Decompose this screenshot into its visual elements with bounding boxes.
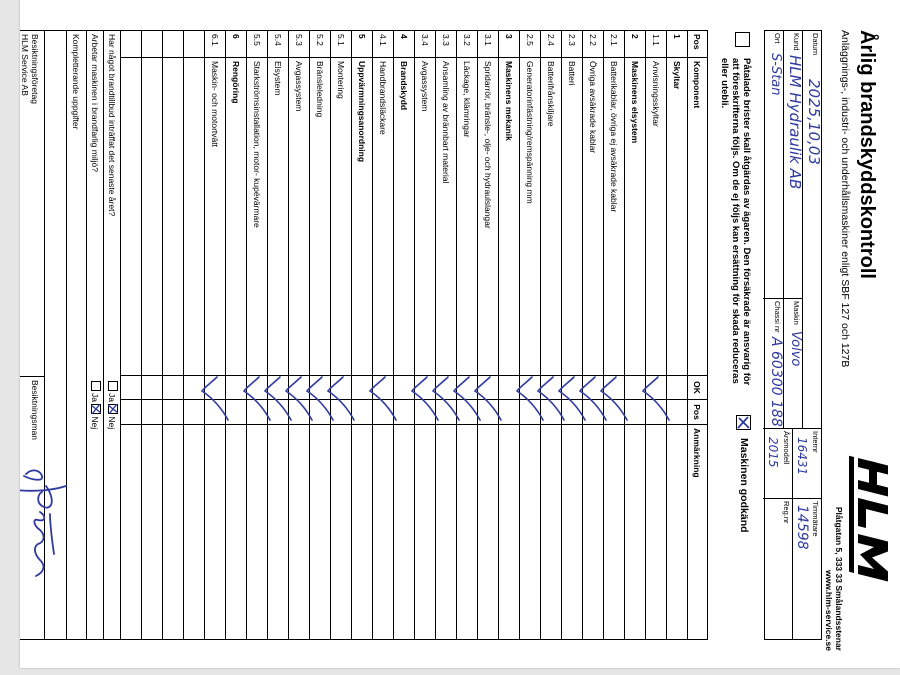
row-komponent: Handbrandsläckare <box>373 58 393 376</box>
row-komponent: Batterikablar, övriga ej avsäkrade kablar <box>604 58 624 376</box>
nej-checkbox[interactable] <box>91 404 101 414</box>
row-pos: 2 <box>625 31 645 58</box>
row-pos: 3 <box>499 31 519 58</box>
notice-section <box>715 30 755 640</box>
maskin-field: Maskin Volvo <box>783 299 802 429</box>
row-pos: 2.4 <box>541 31 561 58</box>
table-row <box>540 31 561 640</box>
approved-checkbox[interactable] <box>736 415 751 430</box>
form-title: Årlig brandskyddskontroll <box>856 30 878 279</box>
row-anmarkning-cell[interactable] <box>247 425 267 640</box>
row-komponent: Rengöring <box>226 58 246 376</box>
row-komponent: Maskin- och motortvätt <box>205 58 225 376</box>
internr-field: Internr 16431 <box>792 429 821 499</box>
row-pos: 5 <box>352 31 372 58</box>
row-anmarkning-cell[interactable] <box>352 425 372 640</box>
kund-value: HLM Hydraulik AB <box>786 55 804 190</box>
table-row <box>582 31 603 640</box>
row-komponent: Maskinens mekanik <box>499 58 519 376</box>
table-section-row <box>351 31 372 640</box>
table-row-empty <box>141 31 162 640</box>
table-row-empty <box>120 31 141 640</box>
row-pos: 5.3 <box>289 31 309 58</box>
maskin-value: Volvo <box>788 331 803 367</box>
row-anmarkning-cell[interactable] <box>394 425 414 640</box>
row-anmarkning-cell[interactable] <box>457 425 477 640</box>
arsmodell-field: Årsmodell 2015 <box>763 429 792 499</box>
row-anmarkning-cell[interactable] <box>541 425 561 640</box>
datum-value: 2025,10,03 <box>805 79 823 165</box>
row-anmarkning-cell[interactable] <box>415 425 435 640</box>
row-komponent: Skyltar <box>667 58 687 376</box>
table-row <box>267 31 288 640</box>
row-komponent: Anvisningsskyltar <box>646 58 666 376</box>
table-row <box>645 31 666 640</box>
row-pos: 4.1 <box>373 31 393 58</box>
row-ok-cell[interactable] <box>520 376 540 400</box>
row-anmarkning-cell[interactable] <box>373 425 393 640</box>
row-anmarkning-cell[interactable] <box>436 425 456 640</box>
table-row <box>414 31 435 640</box>
row-pos2-cell[interactable] <box>205 400 225 425</box>
col-pos2: Pos <box>688 400 707 425</box>
question-text: Har något brandtillbud inträffat det senaste året? <box>107 34 117 217</box>
hlm-logo-icon <box>846 446 890 651</box>
table-row <box>288 31 309 640</box>
ja-checkbox[interactable] <box>91 381 101 391</box>
arsmodell-value: 2015 <box>766 437 780 468</box>
company-website: www.hlm-service.se <box>824 570 834 651</box>
row-pos2-cell[interactable] <box>373 400 393 425</box>
table-row <box>519 31 540 640</box>
table-header <box>687 31 707 640</box>
table-row <box>246 31 267 640</box>
row-pos: 5.4 <box>268 31 288 58</box>
row-anmarkning-cell[interactable] <box>226 425 246 640</box>
notice-checkbox[interactable] <box>735 32 750 47</box>
chassi-field: Chassi nr A 60300 188 <box>763 299 783 429</box>
row-ok-cell[interactable] <box>646 376 666 400</box>
ort-field: Ort S-Stan <box>763 31 783 299</box>
company-address: Plåtgatan 5, 333 33 Smålandsstenar <box>834 506 844 651</box>
row-komponent: Elsystem <box>268 58 288 376</box>
row-komponent: Batteri <box>562 58 582 376</box>
row-pos: 3.4 <box>415 31 435 58</box>
header-fields <box>764 30 822 640</box>
nej-label: Nej <box>107 416 117 430</box>
row-anmarkning-cell[interactable] <box>268 425 288 640</box>
row-ok-cell[interactable] <box>205 376 225 400</box>
question-row <box>103 31 120 640</box>
datum-field: Datum 2025,10,03 <box>802 31 821 429</box>
row-pos: 1.1 <box>646 31 666 58</box>
row-pos2-cell[interactable] <box>415 400 435 425</box>
table-row <box>456 31 477 640</box>
row-komponent: Övriga avsäkrade kablar <box>583 58 603 376</box>
col-komponent: Komponent <box>688 58 707 376</box>
col-anmarkning: Anmärkning <box>692 428 702 478</box>
row-anmarkning-cell[interactable] <box>478 425 498 640</box>
table-row <box>603 31 624 640</box>
row-komponent: Starkströmsinstallation, motor- kupévärmare <box>247 58 267 376</box>
row-pos2-cell[interactable] <box>247 400 267 425</box>
row-komponent: Generatorinfästning/remspänning mm <box>520 58 540 376</box>
row-komponent: Brandskydd <box>394 58 414 376</box>
row-komponent: Avgassystem <box>289 58 309 376</box>
row-anmarkning-cell[interactable] <box>604 425 624 640</box>
row-pos: 2.2 <box>583 31 603 58</box>
company-logo <box>824 446 890 651</box>
nej-checkbox[interactable] <box>108 404 118 414</box>
row-komponent: Ansamling av brännbart material <box>436 58 456 376</box>
table-row <box>204 31 225 640</box>
row-pos: 3.2 <box>457 31 477 58</box>
foretag-value: HLM Service AB <box>20 34 30 96</box>
checkmark-icon <box>108 404 118 414</box>
table-section-row <box>666 31 687 640</box>
timmatare-value: 14598 <box>794 505 810 550</box>
row-komponent: Maskinens elsystem <box>625 58 645 376</box>
inspection-form <box>20 0 900 668</box>
row-pos: 6.1 <box>205 31 225 58</box>
row-pos: 2.1 <box>604 31 624 58</box>
col-ok: OK <box>688 376 707 400</box>
row-pos: 2.3 <box>562 31 582 58</box>
row-anmarkning-cell[interactable] <box>520 425 540 640</box>
chassi-value: A 60300 188 <box>768 337 784 427</box>
row-anmarkning-cell[interactable] <box>205 425 225 640</box>
row-komponent: Batterifrånskiljare <box>541 58 561 376</box>
ja-label: Ja <box>107 393 117 402</box>
foretag-block: Besiktningsföretag HLM Service AB <box>20 34 40 104</box>
row-anmarkning-cell[interactable] <box>499 425 519 640</box>
row-ok-cell[interactable] <box>247 376 267 400</box>
row-pos: 5.2 <box>310 31 330 58</box>
row-anmarkning-cell[interactable] <box>562 425 582 640</box>
question-row <box>86 31 103 640</box>
timmatare-field: Timmätare 14598 <box>792 499 821 640</box>
approved-label: Maskinen godkänd <box>738 438 750 533</box>
ja-label: Ja <box>90 393 100 402</box>
document-page <box>20 0 900 668</box>
row-pos2-cell[interactable] <box>520 400 540 425</box>
table-row <box>330 31 351 640</box>
besiktningsman-label: Besiktningsman <box>30 380 40 441</box>
footer-signatures <box>20 30 44 640</box>
row-komponent: Avgassystem <box>415 58 435 376</box>
row-anmarkning-cell[interactable] <box>331 425 351 640</box>
row-pos: 3.3 <box>436 31 456 58</box>
table-section-row <box>225 31 246 640</box>
row-pos: 2.5 <box>520 31 540 58</box>
regnr-field: Reg.nr <box>782 501 791 524</box>
inspection-table <box>44 30 708 640</box>
row-komponent: Bränsleledning <box>310 58 330 376</box>
row-pos: 4 <box>394 31 414 58</box>
form-subtitle: Anläggnings-, industri- och underhållsmaskiner enligt SBF 127 och 127B <box>839 30 851 368</box>
table-section-row <box>498 31 519 640</box>
row-anmarkning-cell[interactable] <box>667 425 687 640</box>
table-section-row <box>393 31 414 640</box>
row-pos: 5.5 <box>247 31 267 58</box>
row-komponent: Läckage, klämringar <box>457 58 477 376</box>
ja-checkbox[interactable] <box>108 381 118 391</box>
table-row <box>435 31 456 640</box>
row-ok-cell[interactable] <box>373 376 393 400</box>
row-pos2-cell[interactable] <box>646 400 666 425</box>
question-text: Arbetar maskinen i brandfarlig miljö? <box>90 34 100 172</box>
table-row-empty <box>183 31 204 640</box>
table-row-empty <box>162 31 183 640</box>
col-pos: Pos <box>688 31 707 58</box>
row-komponent: Uppvärmningsanordning <box>352 58 372 376</box>
checkmark-icon <box>737 416 750 429</box>
row-anmarkning-cell[interactable] <box>625 425 645 640</box>
row-anmarkning-cell[interactable] <box>289 425 309 640</box>
table-section-row <box>624 31 645 640</box>
row-anmarkning-cell[interactable] <box>583 425 603 640</box>
notice-text: Påtalade brister skall åtgärdas av ägaren. Den försäkrade är ansvarig för att föreskrifterna följs. Om de ej följs kan ersättning för skada reduceras eller utebli. <box>719 58 752 386</box>
row-anmarkning-cell[interactable] <box>310 425 330 640</box>
ort-value: S-Stan <box>768 53 783 96</box>
table-row <box>561 31 582 640</box>
nej-label: Nej <box>90 416 100 430</box>
kompletterande-label: Kompletterande uppgifter <box>71 34 81 130</box>
row-pos: 6 <box>226 31 246 58</box>
inspector-signature <box>20 456 76 616</box>
table-row <box>309 31 330 640</box>
checkmark-icon <box>91 404 101 414</box>
kund-field: Kund HLM Hydraulik AB <box>783 31 802 299</box>
row-pos: 3.1 <box>478 31 498 58</box>
table-row <box>477 31 498 640</box>
row-pos: 5.1 <box>331 31 351 58</box>
internr-value: 16431 <box>795 437 809 476</box>
row-ok-cell[interactable] <box>415 376 435 400</box>
row-komponent: Montering <box>331 58 351 376</box>
row-anmarkning-cell[interactable] <box>646 425 666 640</box>
table-row <box>372 31 393 640</box>
row-komponent: Spridarrör, bränsle-, olje- och hydraulslangar <box>478 58 498 376</box>
row-pos: 1 <box>667 31 687 58</box>
